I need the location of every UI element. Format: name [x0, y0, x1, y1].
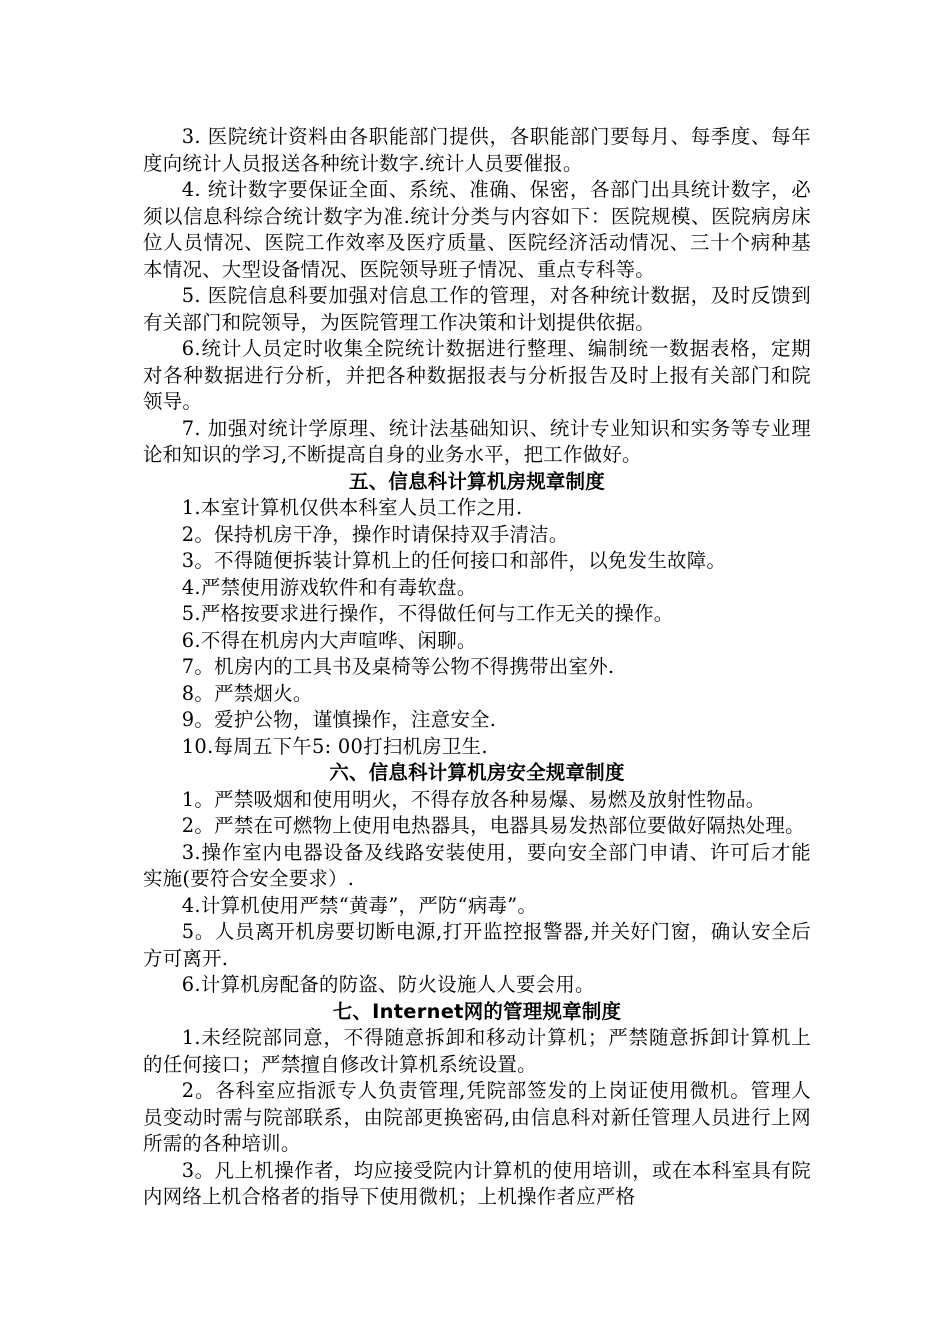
paragraph: 5. 医院信息科要加强对信息工作的管理，对各种统计数据，及时反馈到有关部门和院领导，为医院管理工作决策和计划提供依据。 — [143, 284, 811, 334]
list-item: 7。机房内的工具书及桌椅等公物不得携带出室外. — [181, 655, 615, 678]
list-item: 3.操作室内电器设备及线路安装使用，要向安全部门申请、许可后才能实施(要符合安全要求）. — [143, 840, 811, 890]
list-item: 8。严禁烟火。 — [181, 681, 313, 705]
list-item: 4.严禁使用游戏软件和有毒软盘。 — [181, 575, 477, 599]
list-item: 5.严格按要求进行操作，不得做任何与工作无关的操作。 — [181, 602, 674, 625]
list-item: 10.每周五下午5: 00打扫机房卫生. — [181, 734, 488, 758]
paragraph: 3. 医院统计资料由各职能部门提供，各职能部门要每月、每季度、每年度向统计人员报送各种统计数字.统计人员要催报。 — [143, 125, 811, 175]
paragraph: 4. 统计数字要保证全面、系统、准确、保密，各部门出具统计数字，必须以信息科综合统计数字为准.统计分类与内容如下：医院规模、医院病房床位人员情况、医院工作效率及医疗质量、医院经济活动情况、三十个病种基本情况、大型设备情况、医院领导班子情况、重点专科等。 — [143, 178, 811, 281]
section-heading: 六、信息科计算机房安全规章制度 — [329, 761, 625, 784]
list-item: 1。严禁吸烟和使用明火，不得存放各种易爆、易燃及放射性物品。 — [181, 787, 766, 811]
list-item: 1.未经院部同意，不得随意拆卸和移动计算机；严禁随意拆卸计算机上的任何接口；严禁擅自修改计算机系统设置。 — [143, 1026, 811, 1076]
list-item: 2。严禁在可燃物上使用电热器具，电器具易发热部位要做好隔热处理。 — [181, 814, 805, 837]
list-item: 6.计算机房配备的防盗、防火设施人人要会用。 — [181, 973, 595, 996]
list-item: 9。爱护公物，谨慎操作，注意安全. — [181, 708, 497, 731]
list-item: 4.计算机使用严禁“黄毒”，严防“病毒”。 — [181, 893, 538, 917]
document-body — [143, 124, 811, 1211]
list-item: 5。人员离开机房要切断电源,打开监控报警器,并关好门窗，确认安全后方可离开. — [143, 920, 811, 970]
list-item: 3。不得随便拆装计算机上的任何接口和部件，以免发生故障。 — [181, 549, 727, 572]
list-item: 1.本室计算机仅供本科室人员工作之用. — [181, 496, 523, 519]
section-heading: 五、信息科计算机房规章制度 — [349, 469, 605, 493]
list-item: 3。凡上机操作者，均应接受院内计算机的使用培训，或在本科室具有院内网络上机合格者的指导下使用微机；上机操作者应严格 — [143, 1158, 811, 1208]
list-item: 6.不得在机房内大声喧哗、闲聊。 — [181, 628, 477, 652]
list-item: 2。保持机房干净，操作时请保持双手清洁。 — [181, 522, 569, 546]
paragraph: 7. 加强对统计学原理、统计法基础知识、统计专业知识和实务等专业理论和知识的学习,不断提高自身的业务水平，把工作做好。 — [143, 416, 811, 466]
section-heading: 七、Internet网的管理规章制度 — [332, 999, 622, 1023]
paragraph: 6.统计人员定时收集全院统计数据进行整理、编制统一数据表格，定期对各种数据进行分析，并把各种数据报表与分析报告及时上报有关部门和院领导。 — [143, 337, 811, 413]
list-item: 2。各科室应指派专人负责管理,凭院部签发的上岗证使用微机。管理人员变动时需与院部联系，由院部更换密码,由信息科对新任管理人员进行上网所需的各种培训。 — [143, 1079, 811, 1155]
